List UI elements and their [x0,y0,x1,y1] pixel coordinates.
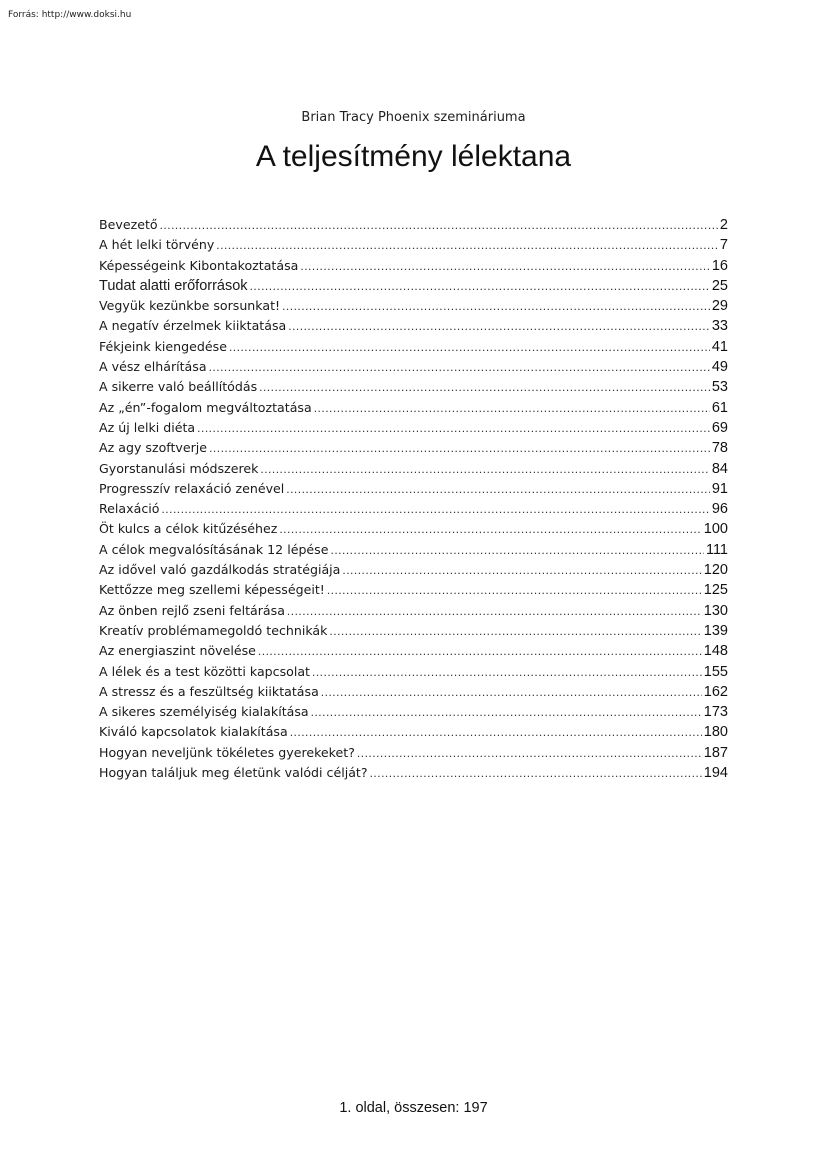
toc-entry-title: Kettőzze meg szellemi képességeit! [99,582,325,598]
toc-dot-leader [209,357,710,377]
toc-dot-leader [370,763,702,783]
toc-entry-page-number: 120 [703,562,728,579]
toc-entry [99,235,728,255]
toc-entry [99,479,728,499]
toc-entry [99,215,728,235]
toc-dot-leader [197,418,710,438]
toc-entry-page-number: 139 [703,622,728,639]
document-title: A teljesítmény lélektana [255,140,572,173]
toc-entry-title: Hogyan neveljünk tökéletes gyerekeket? [99,744,355,760]
toc-entry-title: Vegyük kezünkbe sorsunkat! [99,298,281,314]
toc-entry-title: A hét lelki törvény [99,237,215,253]
toc-entry-title: Öt kulcs a célok kitűzéséhez [99,521,278,537]
toc-entry [99,662,728,682]
toc-entry-title: Bevezető [99,217,158,232]
table-of-contents [99,215,728,783]
toc-entry [99,763,728,783]
toc-entry-page-number: 29 [711,298,728,315]
toc-entry-page-number: 78 [711,440,728,457]
toc-entry-page-number: 91 [711,480,728,497]
toc-entry-title: Az idővel való gazdálkodás stratégiája [99,562,341,578]
toc-entry-title: A sikerre való beállítódás [99,379,258,395]
toc-entry [99,722,728,742]
toc-dot-leader [259,377,710,397]
toc-entry [99,337,728,357]
toc-entry-title: Az önben rejlő zseni feltárása [99,602,285,618]
toc-entry-title: Az új lelki diéta [99,419,196,435]
source-note: Forrás: http://www.doksi.hu [8,10,132,20]
toc-dot-leader [288,316,710,336]
toc-entry-page-number: 148 [703,643,728,660]
toc-entry-page-number: 187 [703,744,728,761]
toc-entry [99,398,728,418]
toc-entry-title: Hogyan találjuk meg életünk valódi célját? [99,765,368,781]
toc-entry-title: Fékjeink kiengedése [99,338,227,354]
toc-entry-title: Relaxáció [99,501,160,517]
toc-entry-title: A célok megvalósításának 12 lépése [99,541,329,557]
toc-dot-leader [160,215,718,235]
toc-dot-leader [290,722,702,742]
toc-dot-leader [329,621,701,641]
toc-entry [99,621,728,641]
toc-entry-title: Progresszív relaxáció zenével [99,480,285,496]
toc-dot-leader [286,479,710,499]
toc-entry-page-number: 180 [703,724,728,741]
toc-dot-leader [260,459,709,479]
toc-entry-title: Az „én”-fogalom megváltoztatása [99,399,312,415]
page-footer: 1. oldal, összesen: 197 [339,1100,488,1116]
toc-dot-leader [311,702,702,722]
toc-entry-title: Az agy szoftverje [99,440,208,456]
toc-entry-title: A vész elhárítása [99,359,207,375]
toc-entry [99,743,728,763]
toc-entry [99,560,728,580]
toc-dot-leader [312,662,702,682]
toc-entry-title: A sikeres személyiség kialakítása [99,704,309,720]
toc-entry [99,459,728,479]
toc-dot-leader [300,256,710,276]
toc-entry-title: Tudat alatti erőforrások [99,277,248,294]
toc-entry [99,519,728,539]
toc-entry-page-number: 125 [703,582,728,599]
toc-dot-leader [287,601,702,621]
toc-entry-page-number: 16 [711,257,728,274]
toc-dot-leader [161,499,709,519]
toc-dot-leader [229,337,710,357]
toc-entry-page-number: 53 [711,379,728,396]
toc-entry-title: Gyorstanulási módszerek [99,460,259,476]
toc-dot-leader [331,540,704,560]
toc-dot-leader [216,235,718,255]
toc-entry-page-number: 111 [705,541,728,558]
toc-entry [99,276,728,296]
toc-entry [99,296,728,316]
toc-entry [99,601,728,621]
toc-entry-page-number: 61 [711,399,728,416]
toc-dot-leader [342,560,701,580]
toc-dot-leader [209,438,710,458]
toc-entry [99,418,728,438]
toc-dot-leader [250,276,710,296]
toc-entry-title: A negatív érzelmek kiiktatása [99,318,287,334]
toc-entry-page-number: 155 [703,663,728,680]
toc-dot-leader [314,398,710,418]
toc-entry [99,438,728,458]
toc-entry-title: Képességeink Kibontakoztatása [99,257,299,273]
toc-dot-leader [327,580,702,600]
toc-entry [99,357,728,377]
toc-dot-leader [258,641,702,661]
toc-entry-title: Az energiaszint növelése [99,643,256,659]
toc-entry-title: A stressz és a feszültség kiiktatása [99,683,319,699]
toc-entry-title: Kreatív problémamegoldó technikák [99,622,328,638]
toc-entry [99,316,728,336]
toc-entry-page-number: 162 [703,683,728,700]
toc-dot-leader [282,296,710,316]
toc-entry [99,682,728,702]
document-subtitle: Brian Tracy Phoenix szemináriuma [301,110,526,125]
toc-entry-page-number: 49 [711,359,728,376]
toc-entry-page-number: 69 [711,419,728,436]
toc-entry-title: A lélek és a test közötti kapcsolat [99,663,311,679]
toc-entry-page-number: 173 [703,704,728,721]
toc-dot-leader [279,519,701,539]
toc-entry-page-number: 33 [711,318,728,335]
toc-entry [99,377,728,397]
toc-entry [99,540,728,560]
toc-entry-page-number: 25 [711,277,728,294]
toc-entry [99,641,728,661]
toc-entry-page-number: 130 [703,602,728,619]
toc-entry-page-number: 2 [719,217,728,233]
toc-entry-page-number: 84 [711,460,728,477]
toc-entry-page-number: 7 [719,237,728,254]
toc-entry-title: Kiváló kapcsolatok kialakítása [99,724,288,740]
toc-entry [99,580,728,600]
toc-entry [99,702,728,722]
toc-entry-page-number: 96 [711,501,728,518]
toc-entry-page-number: 194 [703,765,728,782]
toc-entry [99,256,728,276]
toc-entry-page-number: 100 [703,521,728,538]
toc-dot-leader [321,682,702,702]
toc-entry-page-number: 41 [711,338,728,355]
toc-dot-leader [357,743,702,763]
toc-entry [99,499,728,519]
